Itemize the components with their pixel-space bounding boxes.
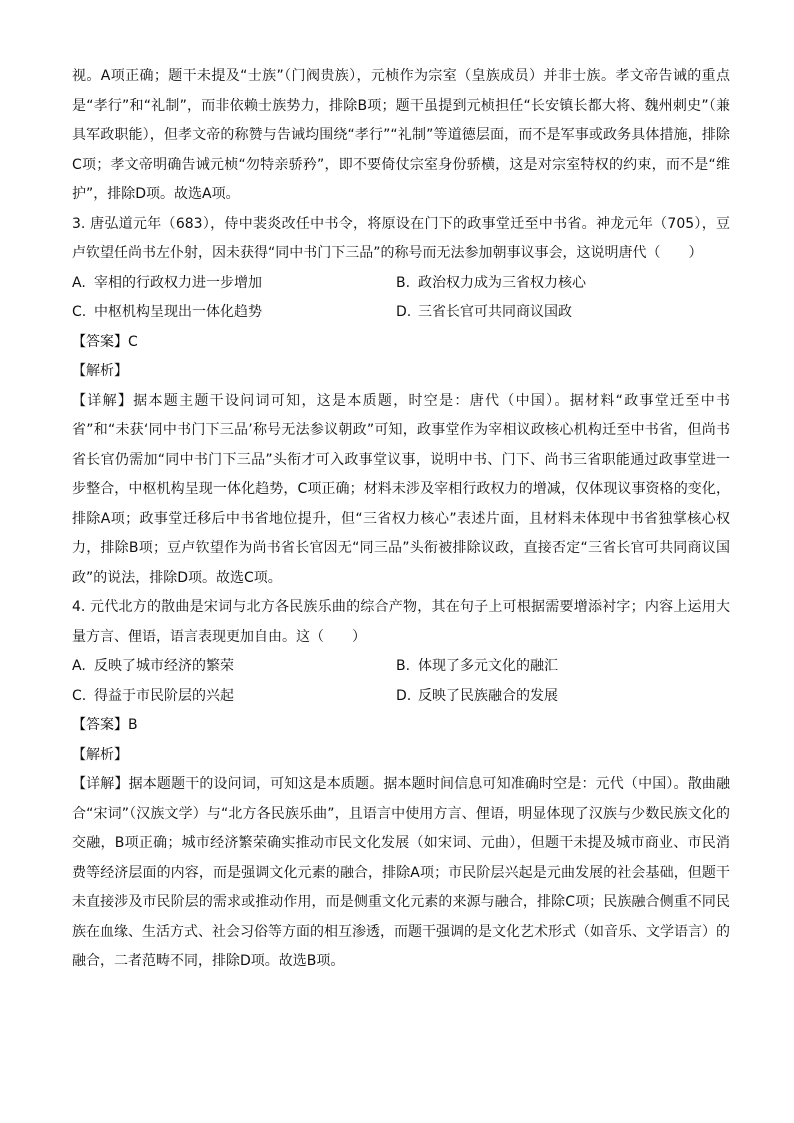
option-d bbox=[396, 298, 720, 328]
answer-tag: 【答案】 bbox=[72, 333, 128, 350]
option-b bbox=[396, 652, 720, 682]
option-text: 体现了多元文化的融汇 bbox=[418, 658, 558, 674]
question-3 bbox=[72, 210, 730, 594]
question-stem: 3. 唐弘道元年（683），侍中裴炎改任中书令，将原设在门下的政事堂迁至中书省。神龙元年（705），豆卢钦望任尚书左仆射，因未获得“同中书门下三品”的称号而无法参加朝事议事会，这说明唐代（ ） bbox=[72, 215, 730, 261]
option-label: C. bbox=[72, 687, 87, 704]
option-c bbox=[72, 298, 396, 328]
option-c bbox=[72, 682, 396, 712]
option-label: B. bbox=[396, 274, 411, 291]
answer-line bbox=[72, 711, 730, 741]
previous-answer-continuation: 视。A项正确；题干未提及“士族”（门阀贵族），元桢作为宗室（皇族成员）并非士族。孝文帝告诫的重点是“孝行”和“礼制”，而非依赖士族势力，排除B项；题干虽提到元桢担任“长安镇长都大将、魏州刺史”（兼具军政职能），但孝文帝的称赞与告诫均围绕“孝行”“礼制”等道德层面，而不是军事或政务具体措施，排除C项；孝文帝明确告诫元桢“勿特亲骄矜”，即不要倚仗宗室身份骄横，这是对宗室特权的约束，而不是“维护”，排除D项。故选A项。 bbox=[72, 68, 730, 202]
question-4 bbox=[72, 593, 730, 977]
option-a bbox=[72, 269, 396, 299]
answer-line bbox=[72, 328, 730, 358]
analysis-detail: 【详解】据本题主题干设问词可知，这是本质题，时空是：唐代（中国）。据材料“政事堂迁至中书省”和“未获‘同中书门下三品’称号无法参议朝政”可知，政事堂作为宰相议政核心机构迁至中书省，但尚书省长官仍需加“同中书门下三品”头衔才可入政事堂议事，说明中书、门下、尚书三省职能通过政事堂进一步整合，中枢机构呈现一体化趋势，C项正确；材料未涉及宰相行政权力的增减，仅体现议事资格的变化，排除A项；政事堂迁移后中书省地位提升，但“三省权力核心”表述片面，且材料未体现中书省独掌核心权力，排除B项；豆卢钦望作为尚书省长官因无“同三品”头衔被排除议政，直接否定“三省长官可共同商议国政”的说法，排除D项。故选C项。 bbox=[72, 392, 730, 586]
option-d bbox=[396, 682, 720, 712]
option-label: B. bbox=[396, 658, 411, 674]
analysis-tag: 【解析】 bbox=[72, 746, 128, 763]
option-b bbox=[396, 269, 720, 299]
answer-tag: 【答案】 bbox=[72, 717, 128, 733]
option-text: 政治权力成为三省权力核心 bbox=[418, 274, 586, 291]
option-text: 中枢机构呈现出一体化趋势 bbox=[94, 304, 262, 320]
answer-value: C bbox=[128, 333, 138, 350]
option-a bbox=[72, 652, 396, 682]
option-text: 三省长官可共同商议国政 bbox=[418, 304, 572, 320]
question-stem: 4. 元代北方的散曲是宋词与北方各民族乐曲的综合产物，其在句子上可根据需要增添衬字；内容上运用大量方言、俚语，语言表现更加自由。这（ ） bbox=[72, 599, 730, 645]
option-label: D. bbox=[396, 687, 412, 704]
option-row bbox=[72, 269, 730, 299]
option-label: D. bbox=[396, 304, 412, 320]
analysis-detail: 【详解】据本题题干的设问词，可知这是本质题。据本题时间信息可知准确时空是：元代（中国）。散曲融合“宋词”（汉族文学）与“北方各民族乐曲”，且语言中使用方言、俚语，明显体现了汉族与少数民族文化的交融，B项正确；城市经济繁荣确实推动市民文化发展（如宋词、元曲），但题干未提及城市商业、市民消费等经济层面的内容，而是强调文化元素的融合，排除A项；市民阶层兴起是元曲发展的社会基础，但题干未直接涉及市民阶层的需求或推动作用，而是侧重文化元素的来源与融合，排除C项；民族融合侧重不同民族在血缘、生活方式、社会习俗等方面的相互渗透，而题干强调的是文化艺术形式（如音乐、文学语言）的融合，二者范畴不同，排除D项。故选B项。 bbox=[72, 776, 730, 969]
option-label: A. bbox=[72, 274, 86, 291]
option-text: 反映了民族融合的发展 bbox=[418, 687, 558, 704]
option-text: 宰相的行政权力进一步增加 bbox=[94, 274, 262, 291]
option-row bbox=[72, 682, 730, 712]
document-page bbox=[72, 62, 730, 977]
option-text: 得益于市民阶层的兴起 bbox=[94, 687, 234, 704]
analysis-tag: 【解析】 bbox=[72, 363, 128, 379]
option-text: 反映了城市经济的繁荣 bbox=[94, 658, 234, 674]
option-row bbox=[72, 298, 730, 328]
option-label: A. bbox=[72, 658, 86, 674]
option-row bbox=[72, 652, 730, 682]
option-label: C. bbox=[72, 304, 87, 320]
answer-value: B bbox=[128, 717, 138, 733]
